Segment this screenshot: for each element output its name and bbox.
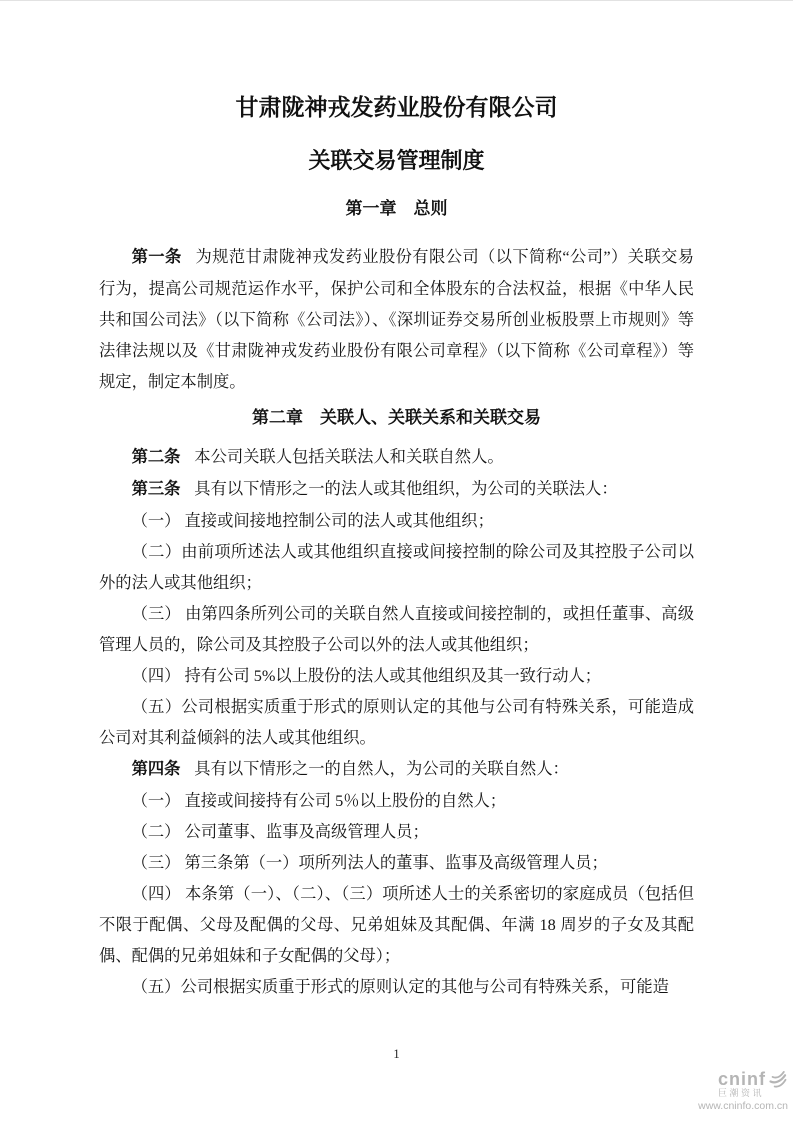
article-number: 第四条 bbox=[131, 760, 181, 778]
cninfo-wordmark-row bbox=[698, 1069, 788, 1089]
document-subtitle: 关联交易管理制度 bbox=[308, 148, 485, 173]
chapter-heading: 第一章 总则 bbox=[345, 199, 448, 218]
cninfo-wordmark: cninf bbox=[718, 1069, 766, 1089]
cninfo-chinese-name: 巨潮资讯 bbox=[717, 1088, 764, 1098]
article-paragraph: 第四条 具有以下情形之一的自然人，为公司的关联自然人： bbox=[131, 759, 569, 778]
cninfo-url: www.cninfo.com.cn bbox=[698, 1100, 788, 1112]
list-item-paragraph: （一） 直接或间接持有公司 5％以上股份的自然人； bbox=[131, 791, 507, 810]
list-item-paragraph: （三） 第三条第（一）项所列法人的董事、监事及高级管理人员； bbox=[131, 853, 608, 872]
list-item-paragraph: （二） 公司董事、监事及高级管理人员； bbox=[131, 822, 429, 841]
list-item-paragraph: （五）公司根据实质重于形式的原则认定的其他与公司有特殊关系，可能造 bbox=[131, 977, 669, 996]
list-item-paragraph: （四） 本条第（一）、（二）、（三）项所述人士的关系密切的家庭成员（包括但不限于配偶、父母及配偶的父母、兄弟姐妹及其配偶、年满 18 周岁的子女及其配偶、配偶的兄弟姐妹和子女配偶的父母）； bbox=[99, 884, 694, 965]
article-number: 第一条 bbox=[131, 248, 182, 266]
document-body bbox=[99, 197, 694, 1002]
page-number: 1 bbox=[393, 1046, 400, 1061]
article-paragraph: 第一条 为规范甘肃陇神戎发药业股份有限公司（以下简称“公司”）关联交易行为，提高公司规范运作水平，保护公司和全体股东的合法权益，根据《中华人民共和国公司法》（以下简称《公司法》）、《深圳证券交易所创业板股票上市规则》等法律法规以及《甘肃陇神戎发药业股份有限公司章程》（以下简称《公司章程》）等规定，制定本制度。 bbox=[99, 247, 694, 391]
list-item-paragraph: （二）由前项所述法人或其他组织直接或间接控制的除公司及其控股子公司以外的法人或其他组织； bbox=[99, 542, 694, 592]
list-item-paragraph: （一） 直接或间接地控制公司的法人或其他组织； bbox=[131, 511, 494, 530]
article-paragraph: 第三条 具有以下情形之一的法人或其他组织，为公司的关联法人： bbox=[131, 479, 618, 498]
list-item-paragraph: （四） 持有公司 5%以上股份的法人或其他组织及其一致行动人； bbox=[131, 666, 602, 685]
cninfo-watermark bbox=[698, 1069, 788, 1112]
cninfo-logo-icon bbox=[768, 1069, 788, 1089]
list-item-paragraph: （五）公司根据实质重于形式的原则认定的其他与公司有特殊关系，可能造成公司对其利益倾斜的法人或其他组织。 bbox=[99, 697, 694, 747]
chapter-heading: 第二章 关联人、关联关系和关联交易 bbox=[252, 408, 541, 427]
article-paragraph: 第二条 本公司关联人包括关联法人和关联自然人。 bbox=[131, 447, 504, 466]
document-content bbox=[0, 1, 793, 1002]
list-item-paragraph: （三） 由第四条所列公司的关联自然人直接或间接控制的，或担任董事、高级管理人员的，除公司及其控股子公司以外的法人或其他组织； bbox=[99, 604, 694, 654]
article-number: 第二条 bbox=[131, 448, 181, 466]
document-title: 甘肃陇神戎发药业股份有限公司 bbox=[235, 94, 558, 120]
article-number: 第三条 bbox=[131, 480, 181, 498]
